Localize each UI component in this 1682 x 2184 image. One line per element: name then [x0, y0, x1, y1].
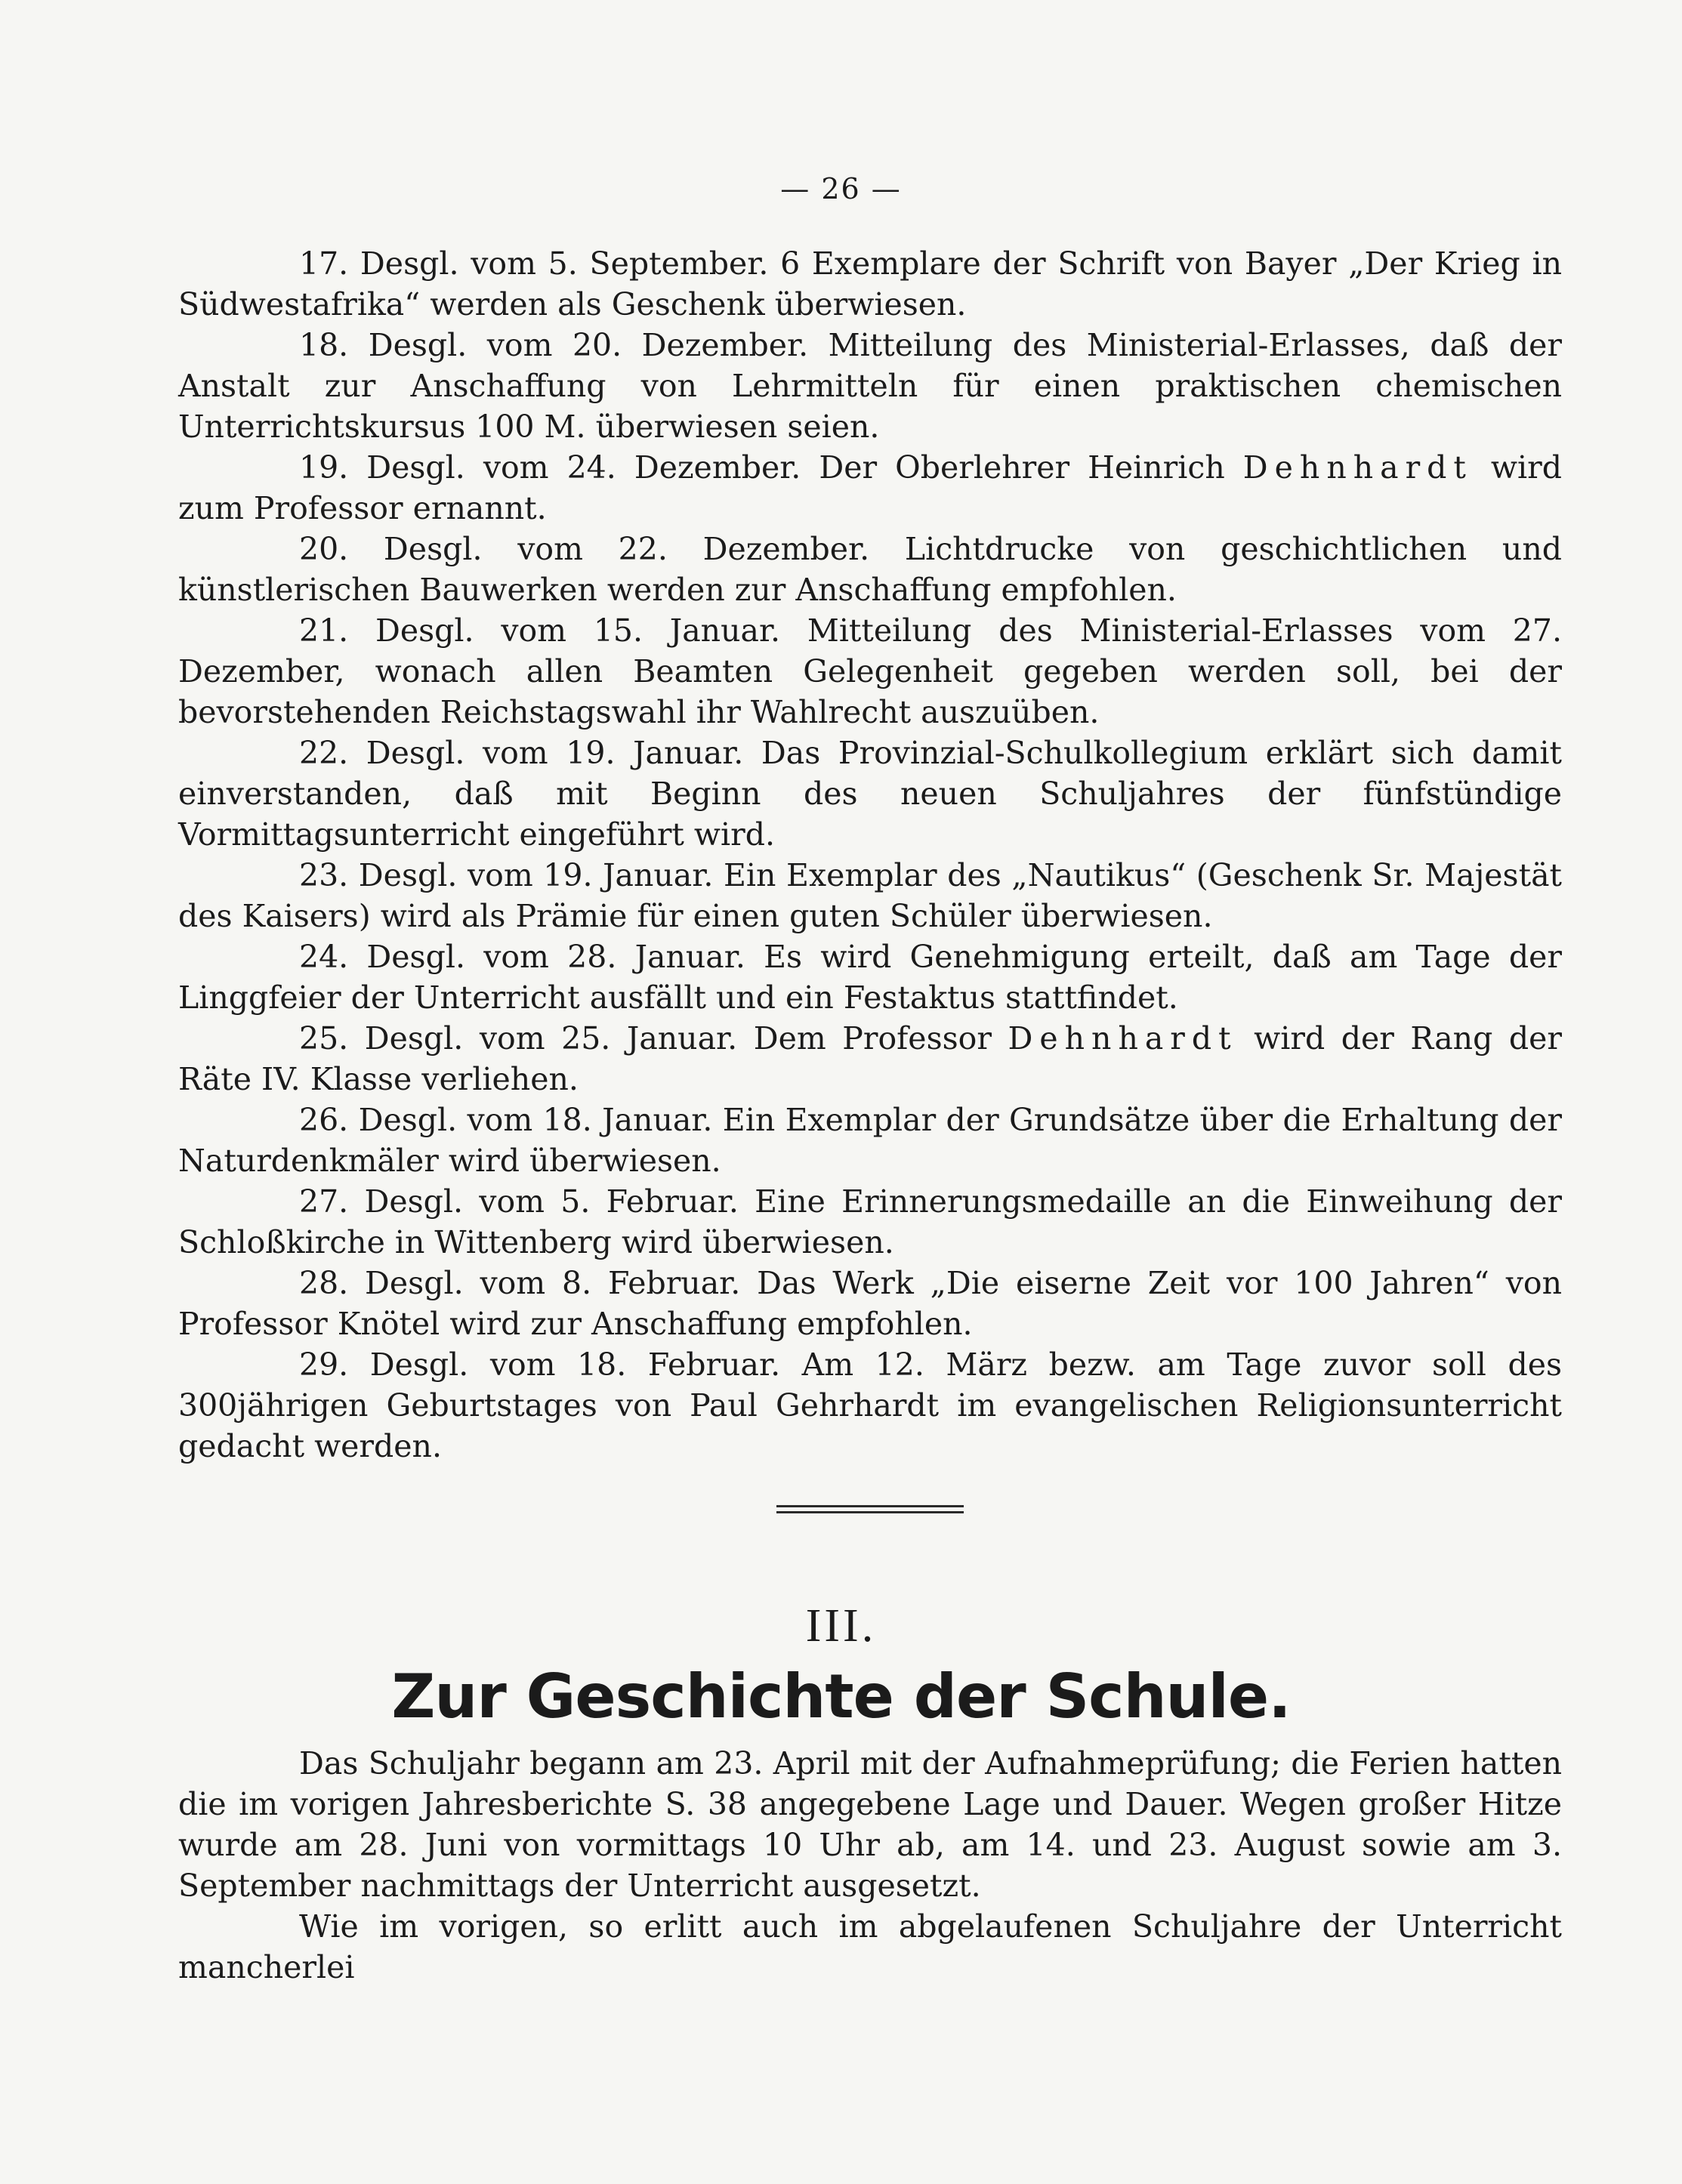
entry-text: 24. Desgl. vom 28. Januar. Es wird Genehmigung erteilt, daß am Tage der Linggfeier der Unterricht ausfällt und ein Festaktus stattfindet. [178, 939, 1562, 1016]
decree-entry-19 [178, 447, 1562, 529]
decree-entry-22 [178, 733, 1562, 855]
decree-entry-25 [178, 1018, 1562, 1100]
decree-entry-26 [178, 1100, 1562, 1181]
decree-entry-18 [178, 325, 1562, 447]
decree-entry-21 [178, 610, 1562, 733]
section-paragraph: Das Schuljahr begann am 23. April mit der Aufnahmeprüfung; die Ferien hatten die im vorigen Jahresberichte S. 38 angegebene Lage und Dauer. Wegen großer Hitze wurde am 28. Juni von vormittags 10 Uhr ab, am 14. und 23. August sowie am 3. September nachmittags der Unterricht ausgesetzt. [178, 1745, 1562, 1904]
entry-text: 25. Desgl. vom 25. Januar. Dem Professor [299, 1020, 1008, 1057]
entry-text: 27. Desgl. vom 5. Februar. Eine Erinnerungsmedaille an die Einweihung der Schloßkirche in Wittenberg wird überwiesen. [178, 1183, 1562, 1260]
entry-text: 21. Desgl. vom 15. Januar. Mitteilung des Ministerial-Erlasses vom 27. Dezember, wonach allen Beamten Gelegenheit gegeben werden soll, bei der bevorstehenden Reichstagswahl ihr Wahlrecht auszuüben. [178, 612, 1562, 730]
entry-text: 18. Desgl. vom 20. Dezember. Mitteilung des Ministerial-Erlasses, daß der Anstalt zur Anschaffung von Lehrmitteln für einen praktischen chemischen Unterrichtskursus 100 M. überwiesen seien. [178, 327, 1562, 445]
entry-text: wird der Rang der Räte IV. Klasse verliehen. [178, 1020, 1562, 1097]
decree-list [178, 243, 1562, 1467]
divider-line [776, 1511, 964, 1513]
page-number: — 26 — [780, 172, 902, 205]
section-title: Zur Geschichte der Schule. [391, 1661, 1291, 1732]
entry-text: 19. Desgl. vom 24. Dezember. Der Oberlehrer Heinrich [299, 449, 1243, 486]
spaced-name: Dehnhardt [1242, 449, 1473, 486]
section-paragraph: Wie im vorigen, so erlitt auch im abgelaufenen Schuljahre der Unterricht mancherlei [178, 1908, 1562, 1985]
decree-entry-28 [178, 1263, 1562, 1344]
entry-text: 20. Desgl. vom 22. Dezember. Lichtdrucke von geschichtlichen und künstlerischen Bauwerken werden zur Anschaffung empfohlen. [178, 531, 1562, 608]
section-body [178, 1743, 1562, 1988]
decree-entry-27 [178, 1181, 1562, 1263]
entry-text: 26. Desgl. vom 18. Januar. Ein Exemplar der Grundsätze über die Erhaltung der Naturdenkmäler wird überwiesen. [178, 1102, 1562, 1179]
decree-entry-29 [178, 1344, 1562, 1467]
spaced-name: Dehnhardt [1008, 1020, 1238, 1057]
entry-text: 22. Desgl. vom 19. Januar. Das Provinzial-Schulkollegium erklärt sich damit einverstanden, daß mit Beginn des neuen Schuljahres der fünfstündige Vormittagsunterricht eingeführt wird. [178, 735, 1562, 853]
entry-text: wird zum Professor ernannt. [178, 449, 1562, 526]
entry-text: 28. Desgl. vom 8. Februar. Das Werk „Die eiserne Zeit vor 100 Jahren“ von Professor Knötel wird zur Anschaffung empfohlen. [178, 1265, 1562, 1342]
entry-text: 17. Desgl. vom 5. September. 6 Exemplare der Schrift von Bayer „Der Krieg in Südwestafrika“ werden als Geschenk überwiesen. [178, 245, 1562, 322]
decree-entry-24 [178, 936, 1562, 1018]
decree-entry-23 [178, 855, 1562, 936]
decree-entry-17 [178, 243, 1562, 325]
section-divider [776, 1505, 964, 1517]
entry-text: 23. Desgl. vom 19. Januar. Ein Exemplar des „Nautikus“ (Geschenk Sr. Majestät des Kaisers) wird als Prämie für einen guten Schüler überwiesen. [178, 857, 1562, 934]
section-number: III. [805, 1600, 877, 1652]
divider-line [776, 1505, 964, 1507]
entry-text: 29. Desgl. vom 18. Februar. Am 12. März bezw. am Tage zuvor soll des 300jährigen Geburtstages von Paul Gehrhardt im evangelischen Religionsunterricht gedacht werden. [178, 1346, 1562, 1464]
decree-entry-20 [178, 529, 1562, 610]
